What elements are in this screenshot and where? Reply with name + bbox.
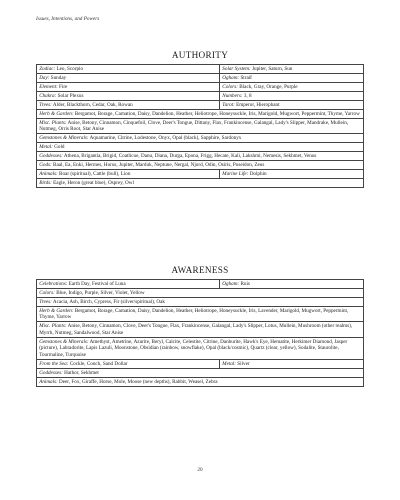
table-row	[37, 100, 364, 109]
metal-cell	[37, 143, 364, 152]
field-value: Bergamot, Borage, Carnation, Daisy, Dandelion, Heather, Heliotrope, Honeysuckle, Iris, Lavender, Marigold, Mugwort, Peppermint, Thyme, Yarrow	[39, 307, 349, 321]
field-value: Hathor, Sekhmet	[62, 369, 99, 376]
field-value: Cockle, Conch, Sand Dollar	[68, 360, 128, 367]
ogham-cell	[220, 280, 364, 289]
table-row	[37, 73, 364, 82]
field-label: Zodiac:	[39, 65, 56, 72]
misc-plants-cell	[37, 118, 364, 134]
field-label: Misc. Plants:	[39, 119, 67, 126]
field-label: Tarot:	[222, 101, 235, 108]
trees-cell	[37, 100, 220, 109]
field-label: Goddesses:	[39, 369, 63, 376]
field-label: Colors:	[222, 83, 239, 90]
field-value: Anise, Betony, Cinnamon, Clove, Deer's Tongue, Flax, Frankincense, Galangal, Lady's Slipper, Lotus, Mullein, Mushroom (other realms), Myrrh, Nutmeg, Sandalwood, Star Anise	[39, 323, 353, 336]
goddesses-cell	[37, 369, 364, 378]
field-label: Ogham:	[222, 280, 240, 287]
field-value: Dolphin	[248, 170, 267, 177]
marine-life-cell	[220, 170, 364, 179]
field-value: Silver	[236, 360, 250, 367]
field-label: Marine Life:	[222, 170, 249, 177]
gemstones-cell	[37, 338, 364, 360]
field-label: Birds:	[39, 179, 52, 186]
field-value: Jupiter, Saturn, Sun	[250, 65, 293, 72]
running-head: Issues, Intentions, and Powers	[36, 16, 100, 22]
field-value: Amethyst, Ametrine, Azurite, Beryl, Calcite, Celestite, Citrine, Danburite, Hawk's Eye, Hematite, Herkimer Diamond, Jasper (picture), Labradorite, Lapis Lazuli, Moonstone, Obsidian (rainbow, snowflake), Opal (black/cosmic), Quartz (clear, yellow), Sodalite, Staurolite, Tourmaline, Turquoise	[39, 338, 348, 358]
goddesses-cell	[37, 152, 364, 161]
birds-cell	[37, 179, 364, 188]
metal-cell	[220, 360, 364, 369]
field-label: Solar System:	[222, 65, 251, 72]
gods-cell	[37, 161, 364, 170]
field-label: Herb & Garden:	[39, 307, 74, 314]
trees-cell	[37, 297, 364, 306]
table-row	[37, 143, 364, 152]
field-label: Colors:	[39, 289, 55, 296]
table-row	[37, 152, 364, 161]
page-number: 20	[197, 467, 203, 473]
table-row	[37, 179, 364, 188]
field-value: Deer, Fox, Giraffe, Horse, Mole, Moose (new depths), Rabbit, Weasel, Zebra	[57, 378, 218, 385]
field-value: Blue, Indigo, Purple, Silver, Violet, Yellow	[54, 289, 145, 296]
table-row	[37, 297, 364, 306]
field-value: Aquamarine, Citrine, Lodestone, Onyx, Opal (black), Sapphire, Sardonyx	[88, 135, 242, 142]
section-title: AWARENESS	[171, 265, 229, 275]
section-title: AUTHORITY	[171, 50, 229, 60]
field-value: Fire	[57, 83, 68, 90]
table-row	[37, 280, 364, 289]
day-cell	[37, 73, 220, 82]
field-label: Element:	[39, 83, 58, 90]
colors-cell	[37, 288, 364, 297]
awareness-table	[36, 279, 364, 387]
herb-garden-cell	[37, 306, 364, 322]
gemstones-cell	[37, 134, 364, 143]
field-label: Misc. Plants:	[39, 323, 67, 330]
field-value: Leo, Scorpio	[55, 65, 84, 72]
table-row	[37, 322, 364, 338]
table-row	[37, 161, 364, 170]
from-sea-cell	[37, 360, 220, 369]
table-row	[37, 306, 364, 322]
field-value: Ruis	[239, 280, 250, 287]
field-value: Athena, Brigantia, Brigid, Coatlicue, Danu, Diana, Durga, Epona, Frigg, Hecate, Kali, Lakshmi, Nemesis, Sekhmet, Venus	[62, 153, 317, 159]
numbers-cell	[220, 91, 364, 100]
animals-cell	[37, 170, 220, 179]
zodiac-cell	[37, 65, 220, 74]
solar-system-cell	[220, 65, 364, 74]
field-value: Bergamot, Borage, Carnation, Daisy, Dandelion, Heather, Heliotrope, Honeysuckle, Iris, Marigold, Mugwort, Peppermint, Thyme, Yarrow	[73, 110, 360, 117]
field-label: From the Sea:	[39, 360, 69, 367]
element-cell	[37, 82, 220, 91]
table-row	[37, 338, 364, 360]
field-value: Eagle, Heron (great blue), Osprey, Owl	[51, 179, 134, 186]
field-label: Gemstones & Minerals:	[39, 338, 89, 345]
chakra-cell	[37, 91, 220, 100]
field-label: Trees:	[39, 101, 52, 108]
table-row	[37, 369, 364, 378]
field-label: Ogham:	[222, 74, 240, 81]
field-label: Metal:	[39, 144, 53, 151]
table-row	[37, 134, 364, 143]
field-value: Gold	[52, 144, 65, 151]
field-label: Trees:	[39, 298, 52, 305]
celebrations-cell	[37, 280, 220, 289]
herb-garden-cell	[37, 109, 364, 118]
table-row	[37, 109, 364, 118]
field-value: Alder, Blackthorn, Cedar, Oak, Rowan	[51, 101, 133, 108]
table-row	[37, 65, 364, 74]
awareness-section	[36, 265, 364, 387]
field-label: Gods:	[39, 161, 52, 168]
field-value: Anise, Betony, Cinnamon, Cinquefoil, Clove, Deer's Tongue, Dittany, Flax, Frankincense, Galangal, Lady's Slipper, Mandrake, Mullein, Nutmeg, Orris Root, Star Anise	[39, 119, 349, 133]
field-label: Gemstones & Minerals:	[39, 135, 89, 142]
table-row	[37, 360, 364, 369]
table-row	[37, 170, 364, 179]
field-label: Numbers:	[222, 92, 243, 99]
authority-section	[36, 50, 364, 188]
table-row	[37, 118, 364, 134]
field-value: Acacia, Ash, Birch, Cypress, Fir (silver/spiritual), Oak	[51, 298, 165, 305]
field-label: Chakra:	[39, 92, 57, 99]
field-value: Black, Gray, Orange, Purple	[238, 83, 298, 90]
field-value: Straif	[239, 74, 252, 81]
animals-cell	[37, 378, 364, 387]
field-value: Emperor, Hierophant	[234, 101, 280, 108]
table-row	[37, 378, 364, 387]
field-label: Herb & Garden:	[39, 110, 74, 117]
tarot-cell	[220, 100, 364, 109]
field-label: Day:	[39, 74, 50, 81]
misc-plants-cell	[37, 322, 364, 338]
field-value: Earth Day, Festival of Luna	[67, 280, 126, 287]
field-label: Animals:	[39, 170, 58, 177]
colors-cell	[220, 82, 364, 91]
field-label: Celebrations:	[39, 280, 68, 287]
table-row	[37, 82, 364, 91]
table-row	[37, 288, 364, 297]
field-label: Animals:	[39, 378, 58, 385]
authority-table	[36, 64, 364, 188]
field-value: 3, 8	[242, 92, 252, 99]
ogham-cell	[220, 73, 364, 82]
field-value: Solar Plexus	[56, 92, 84, 99]
field-label: Goddesses:	[39, 153, 63, 159]
field-label: Metal:	[222, 360, 236, 367]
field-value: Sunday	[49, 74, 67, 81]
field-value: Boar (spiritual), Cattle (bull), Lion	[57, 170, 131, 177]
field-value: Baal, Ea, Enki, Hermes, Horus, Jupiter, Marduk, Neptune, Nergal, Njord, Odin, Osiris, Poseidon, Zeus	[51, 161, 265, 168]
table-row	[37, 91, 364, 100]
